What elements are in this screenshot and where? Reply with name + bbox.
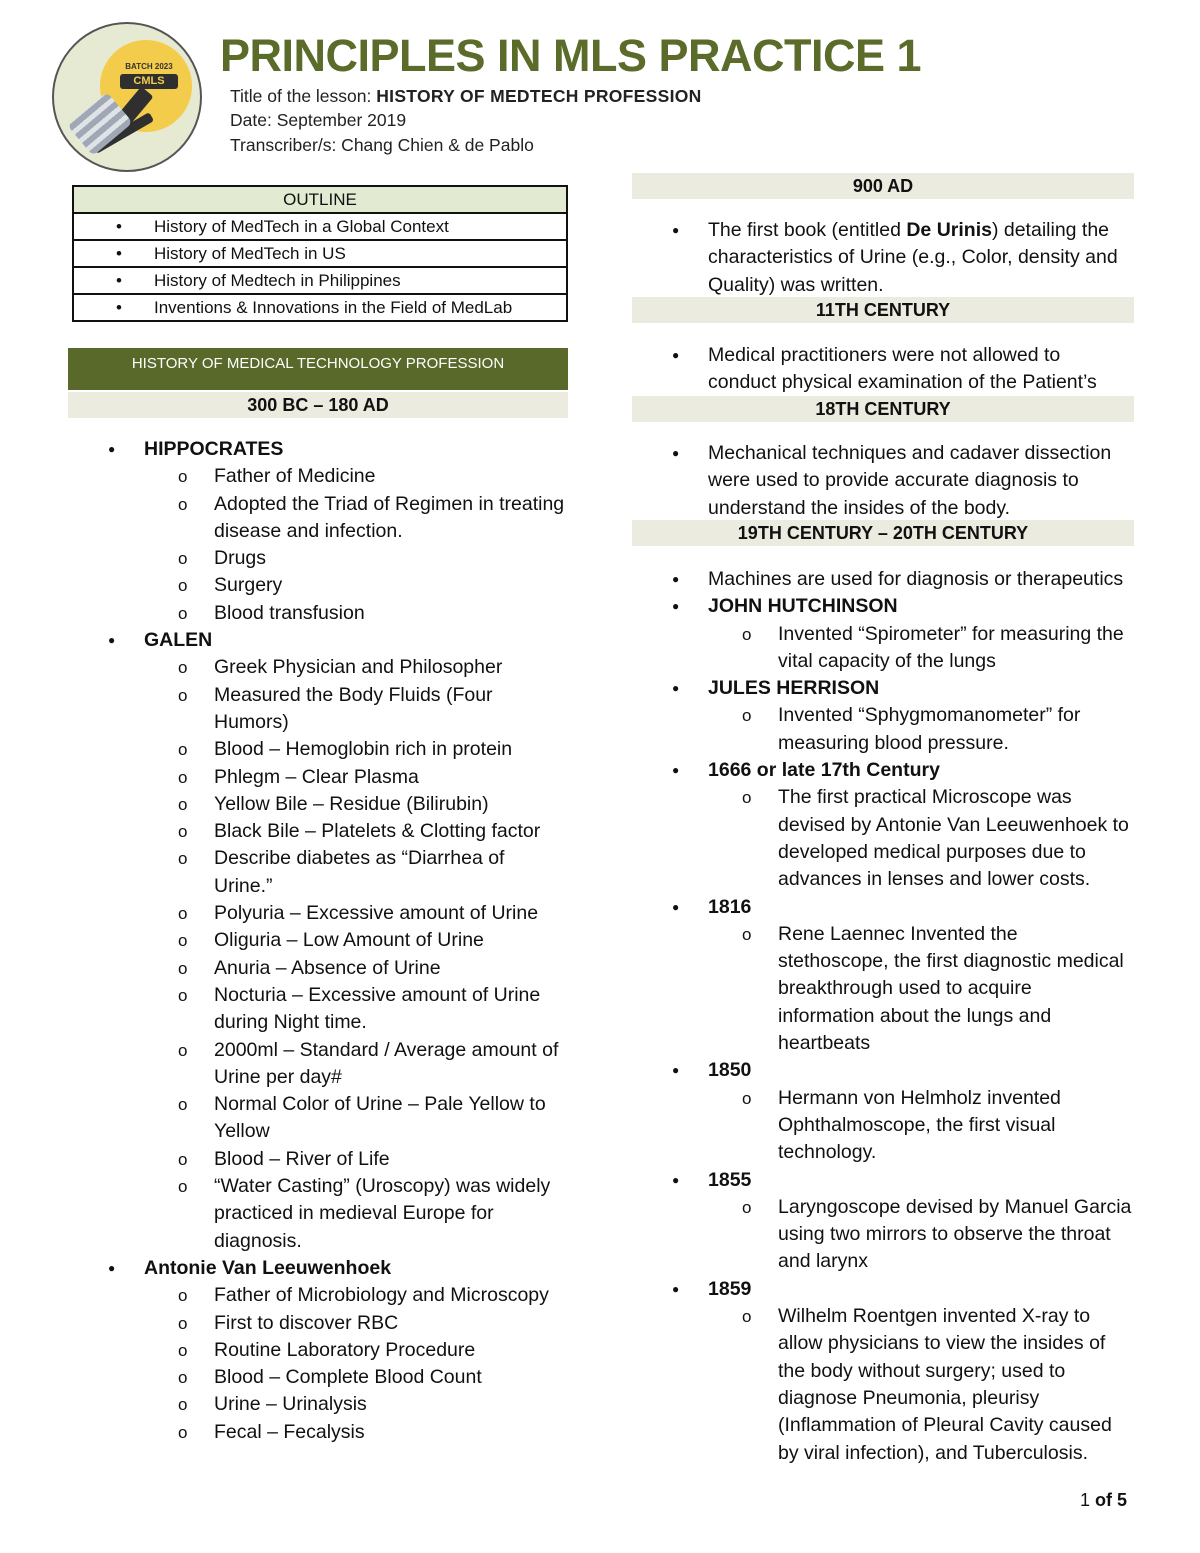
sub-list-item: o Hermann von Helmholz invented Ophthalmoscope, the first visual technology.: [672, 1085, 1132, 1167]
period-heading: 19TH CENTURY – 20TH CENTURY: [632, 520, 1134, 546]
sub-list-item: o Blood – Hemoglobin rich in protein: [108, 736, 568, 763]
lesson-date: Date: September 2019: [230, 110, 407, 130]
sub-list-item: o First to discover RBC: [108, 1310, 568, 1337]
outline-item: • Inventions & Innovations in the Field of MedLab: [74, 295, 566, 320]
sub-list-item: o Polyuria – Excessive amount of Urine: [108, 900, 568, 927]
outline-item: • History of Medtech in Philippines: [74, 268, 566, 295]
sub-list-item: o Fecal – Fecalysis: [108, 1419, 568, 1446]
period-heading: 900 AD: [632, 173, 1134, 199]
sub-list-item: o Anuria – Absence of Urine: [108, 955, 568, 982]
period-heading: 300 BC – 180 AD: [68, 392, 568, 418]
left-bullet-list: [108, 436, 568, 1446]
right-bullet-list: [672, 440, 1132, 522]
sub-list-item: o Rene Laennec Invented the stethoscope, the first diagnostic medical breakthrough used to acquire information about the lungs and heartbeats: [672, 921, 1132, 1057]
sub-list-item: o Urine – Urinalysis: [108, 1391, 568, 1418]
sub-list-item: o Blood – Complete Blood Count: [108, 1364, 568, 1391]
right-bullet-list: [672, 566, 1132, 1467]
lesson-transcribers: Transcriber/s: Chang Chien & de Pablo: [230, 135, 534, 155]
section-heading-bar: HISTORY OF MEDICAL TECHNOLOGY PROFESSION: [68, 348, 568, 390]
sub-list-item: o Surgery: [108, 572, 568, 599]
lesson-title: [230, 85, 702, 107]
outline-heading: OUTLINE: [74, 187, 566, 214]
list-heading-item: ● JOHN HUTCHINSON: [672, 593, 1132, 620]
sub-list-item: o Describe diabetes as “Diarrhea of Urine.”: [108, 845, 568, 900]
sub-list-item: o The first practical Microscope was devised by Antonie Van Leeuwenhoek to developed medical purposes due to advances in lenses and lower costs.: [672, 784, 1132, 893]
sub-list-item: o Normal Color of Urine – Pale Yellow to Yellow: [108, 1091, 568, 1146]
sub-list-item: o Routine Laboratory Procedure: [108, 1337, 568, 1364]
period-heading: 11TH CENTURY: [632, 297, 1134, 323]
list-heading-item: ● 1850: [672, 1057, 1132, 1084]
list-item: ● Medical practitioners were not allowed to conduct physical examination of the Patient’s: [672, 342, 1132, 424]
list-heading-item: ● GALEN: [108, 627, 568, 654]
page-title: PRINCIPLES IN MLS PRACTICE 1: [220, 30, 922, 81]
sub-list-item: o Blood – River of Life: [108, 1146, 568, 1173]
list-item: ● Machines are used for diagnosis or therapeutics: [672, 566, 1132, 593]
list-heading-item: ● Antonie Van Leeuwenhoek: [108, 1255, 568, 1282]
list-heading-item: ● JULES HERRISON: [672, 675, 1132, 702]
page-number: 1 of 5: [1080, 1490, 1128, 1510]
sub-list-item: o Invented “Sphygmomanometer” for measuring blood pressure.: [672, 702, 1132, 757]
sub-list-item: o Nocturia – Excessive amount of Urine during Night time.: [108, 982, 568, 1037]
batch-logo: [52, 22, 202, 172]
sub-list-item: o Drugs: [108, 545, 568, 572]
sub-list-item: o Yellow Bile – Residue (Bilirubin): [108, 791, 568, 818]
list-heading-item: ● HIPPOCRATES: [108, 436, 568, 463]
outline-item: • History of MedTech in US: [74, 241, 566, 268]
sub-list-item: o Father of Microbiology and Microscopy: [108, 1282, 568, 1309]
logo-cmls-text: CMLS: [120, 74, 178, 89]
sub-list-item: o Oliguria – Low Amount of Urine: [108, 927, 568, 954]
sub-list-item: o Laryngoscope devised by Manuel Garcia using two mirrors to observe the throat and larynx: [672, 1194, 1132, 1276]
sub-list-item: o Invented “Spirometer” for measuring the vital capacity of the lungs: [672, 621, 1132, 676]
sub-list-item: o Wilhelm Roentgen invented X-ray to allow physicians to view the insides of the body without surgery; used to diagnose Pneumonia, pleurisy (Inflammation of Pleural Cavity caused by viral infection), and Tuberculosis.: [672, 1303, 1132, 1467]
sub-list-item: o Measured the Body Fluids (Four Humors): [108, 682, 568, 737]
outline-item: • History of MedTech in a Global Context: [74, 214, 566, 241]
list-item: ● Mechanical techniques and cadaver dissection were used to provide accurate diagnosis to understand the insides of the body.: [672, 440, 1132, 522]
list-item: ● The first book (entitled De Urinis) detailing the characteristics of Urine (e.g., Color, density and Quality) was written.: [672, 217, 1132, 299]
sub-list-item: o 2000ml – Standard / Average amount of Urine per day#: [108, 1037, 568, 1092]
sub-list-item: o Black Bile – Platelets & Clotting factor: [108, 818, 568, 845]
sub-list-item: o Adopted the Triad of Regimen in treating disease and infection.: [108, 491, 568, 546]
list-heading-item: ● 1816: [672, 894, 1132, 921]
sub-list-item: o Phlegm – Clear Plasma: [108, 764, 568, 791]
lesson-label: Title of the lesson:: [230, 86, 377, 106]
period-heading: 18TH CENTURY: [632, 396, 1134, 422]
list-heading-item: ● 1855: [672, 1167, 1132, 1194]
logo-batch-text: BATCH 2023: [125, 62, 173, 71]
outline-table: [72, 185, 568, 322]
sub-list-item: o Greek Physician and Philosopher: [108, 654, 568, 681]
sub-list-item: o “Water Casting” (Uroscopy) was widely practiced in medieval Europe for diagnosis.: [108, 1173, 568, 1255]
right-bullet-list: [672, 217, 1132, 299]
list-heading-item: ● 1666 or late 17th Century: [672, 757, 1132, 784]
sub-list-item: o Blood transfusion: [108, 600, 568, 627]
lesson-value: HISTORY OF MEDTECH PROFESSION: [376, 86, 702, 106]
list-heading-item: ● 1859: [672, 1276, 1132, 1303]
sub-list-item: o Father of Medicine: [108, 463, 568, 490]
book-title: De Urinis: [906, 219, 992, 241]
